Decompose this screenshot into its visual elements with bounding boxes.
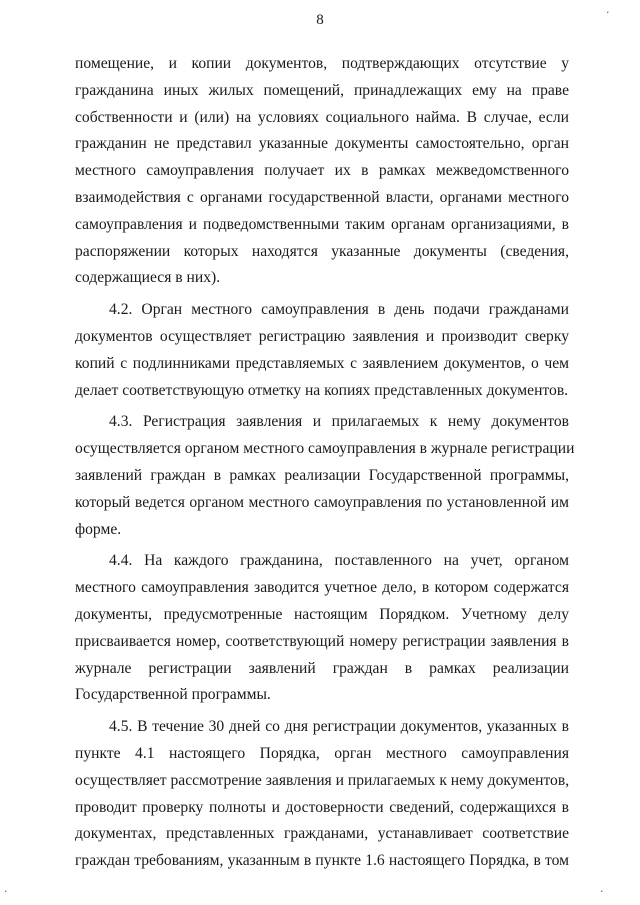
text-line: 4.3. Регистрация заявления и прилагаемых к нему документов: [109, 413, 569, 431]
paragraph-4-3: [75, 409, 575, 543]
text-line: самоуправления и подведомственными таким органам организациями, в: [75, 215, 569, 233]
text-line: местного самоуправления заводится учетное дело, в котором содержатся: [75, 579, 569, 597]
text-line: 4.5. В течение 30 дней со дня регистрации документов, указанных в: [109, 718, 569, 736]
text-line: присваивается номер, соответствующий номеру регистрации заявления в: [75, 632, 569, 650]
paragraph-4-5: [75, 714, 569, 875]
text-line: Государственной программы.: [75, 686, 271, 704]
paragraph-4-4: [75, 548, 569, 709]
text-line: делает соответствующую отметку на копиях представленных документов.: [75, 381, 569, 399]
text-line: граждан требованиям, указанным в пункте 1.6 настоящего Порядка, в том: [75, 852, 569, 870]
text-line: осуществляет рассмотрение заявления и прилагаемых к нему документов,: [75, 771, 570, 789]
text-line: 4.2. Орган местного самоуправления в день подачи гражданами: [109, 301, 569, 319]
text-line: осуществляется органом местного самоуправления в журнале регистрации: [75, 440, 575, 458]
text-line: пункте 4.1 настоящего Порядка, орган местного самоуправления: [75, 744, 569, 762]
text-line: документы, предусмотренные настоящим Порядком. Учетному делу: [75, 605, 569, 623]
paragraph: [75, 51, 569, 292]
text-line: 4.4. На каждого гражданина, поставленного на учет, органом: [109, 552, 569, 570]
text-line: заявлений граждан в рамках реализации Государственной программы,: [75, 466, 569, 484]
text-line: местного самоуправления получает их в рамках межведомственного: [75, 162, 569, 180]
text-line: гражданин не представил указанные документы самостоятельно, орган: [75, 135, 569, 153]
text-line: собственности и (или) на условиях социального найма. В случае, если: [75, 108, 569, 126]
text-line: взаимодействия с органами государственной власти, органами местного: [75, 188, 569, 206]
text-line: распоряжении которых находятся указанные документы (сведения,: [75, 242, 569, 260]
text-line: помещение, и копии документов, подтверждающих отсутствие у: [75, 55, 569, 72]
text-line: который ведется органом местного самоуправления по установленной им: [75, 493, 569, 511]
text-line: документов осуществляет регистрацию заявления и производит сверку: [75, 327, 569, 345]
scan-mark: ·: [4, 885, 8, 898]
text-line: копий с подлинниками представляемых с заявлением документов, о чем: [75, 354, 569, 372]
scan-mark: ·: [606, 6, 610, 19]
text-line: проводит проверку полноты и достоверности сведений, содержащихся в: [75, 798, 569, 816]
document-body: [75, 51, 575, 875]
text-line: журнале регистрации заявлений граждан в рамках реализации: [75, 659, 569, 677]
paragraph-4-2: [75, 297, 569, 404]
page-number: 8: [316, 12, 324, 28]
text-line: гражданина иных жилых помещений, принадлежащих ему на праве: [75, 81, 569, 99]
text-line: форме.: [75, 520, 122, 538]
text-line: содержащиеся в них).: [75, 269, 221, 287]
scan-mark: ·: [600, 885, 604, 898]
text-line: документах, представленных гражданами, устанавливает соответствие: [75, 825, 569, 843]
